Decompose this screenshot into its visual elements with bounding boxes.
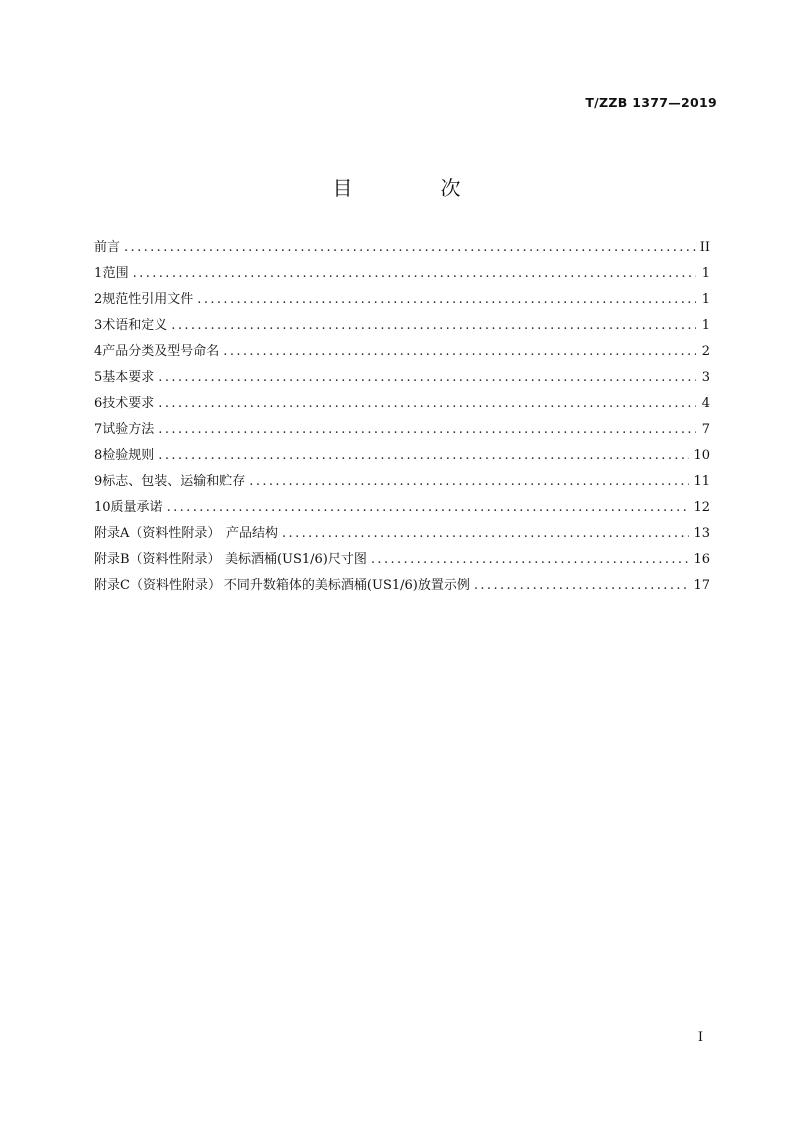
toc-label: 不同升数箱体的美标酒桶(US1/6)放置示例 (223, 578, 470, 593)
toc-page-number: 1 (701, 266, 710, 281)
dot-leader (474, 578, 690, 593)
dot-leader (249, 474, 689, 489)
toc-page-number: 10 (693, 448, 710, 463)
toc-number: 6 (94, 396, 103, 411)
dot-leader (371, 552, 690, 567)
toc-label: 规范性引用文件 (102, 292, 194, 307)
dot-leader (158, 370, 696, 385)
toc-page-number: 12 (693, 500, 710, 515)
toc-page-number: 17 (693, 578, 710, 593)
toc-entry-preface[interactable] (94, 236, 710, 262)
toc-entry-5[interactable] (94, 366, 710, 392)
toc-entry-2[interactable] (94, 288, 710, 314)
toc-number: 4 (94, 344, 103, 359)
toc-label: 标志、包装、运输和贮存 (102, 474, 246, 489)
toc-number: 3 (94, 318, 103, 333)
toc-label: 质量承诺 (110, 500, 163, 515)
toc-label: 检验规则 (102, 448, 155, 463)
toc-label: 试验方法 (102, 422, 155, 437)
dot-leader (223, 344, 696, 359)
toc-entry-9[interactable] (94, 470, 710, 496)
dot-leader (158, 422, 696, 437)
dot-leader (171, 318, 696, 333)
toc-number: 7 (94, 422, 103, 437)
table-of-contents (94, 236, 710, 600)
toc-label: 前言 (94, 240, 121, 255)
toc-number: 9 (94, 474, 103, 489)
toc-page-number: 16 (693, 552, 710, 567)
toc-label: 技术要求 (102, 396, 155, 411)
toc-entry-7[interactable] (94, 418, 710, 444)
toc-entry-1[interactable] (94, 262, 710, 288)
toc-entry-6[interactable] (94, 392, 710, 418)
toc-label: 产品分类及型号命名 (102, 344, 220, 359)
toc-title: 目 次 (332, 176, 495, 200)
toc-number: 5 (94, 370, 103, 385)
toc-page-number: 4 (701, 396, 710, 411)
toc-label: 范围 (102, 266, 129, 281)
toc-entry-appendix-c[interactable] (94, 574, 710, 600)
toc-entry-appendix-b[interactable] (94, 548, 710, 574)
toc-entry-appendix-a[interactable] (94, 522, 710, 548)
dot-leader (158, 396, 696, 411)
toc-page-number: 7 (701, 422, 710, 437)
toc-entry-10[interactable] (94, 496, 710, 522)
toc-page-number: 1 (701, 292, 710, 307)
document-code: T/ZZB 1377—2019 (585, 95, 717, 110)
toc-number: 8 (94, 448, 103, 463)
toc-page-number: 2 (701, 344, 710, 359)
dot-leader (197, 292, 696, 307)
dot-leader (124, 240, 696, 255)
dot-leader (158, 448, 689, 463)
toc-number: 10 (94, 500, 111, 515)
toc-page-number: 1 (701, 318, 710, 333)
toc-entry-4[interactable] (94, 340, 710, 366)
toc-page-number: II (699, 240, 710, 255)
toc-entry-3[interactable] (94, 314, 710, 340)
dot-leader (282, 526, 689, 541)
toc-appendix-number: 附录B（资料性附录） (94, 552, 221, 567)
toc-number: 2 (94, 292, 103, 307)
toc-entry-8[interactable] (94, 444, 710, 470)
toc-appendix-number: 附录C（资料性附录） (94, 578, 221, 593)
dot-leader (133, 266, 696, 281)
toc-appendix-number: 附录A（资料性附录） (94, 526, 221, 541)
toc-page-number: 11 (693, 474, 710, 489)
toc-page-number: 13 (693, 526, 710, 541)
page-number: I (697, 1030, 703, 1045)
toc-number: 1 (94, 266, 103, 281)
toc-label: 产品结构 (226, 526, 279, 541)
toc-label: 术语和定义 (102, 318, 168, 333)
toc-label: 基本要求 (102, 370, 155, 385)
dot-leader (167, 500, 690, 515)
toc-label: 美标酒桶(US1/6)尺寸图 (224, 552, 367, 567)
toc-page-number: 3 (701, 370, 710, 385)
